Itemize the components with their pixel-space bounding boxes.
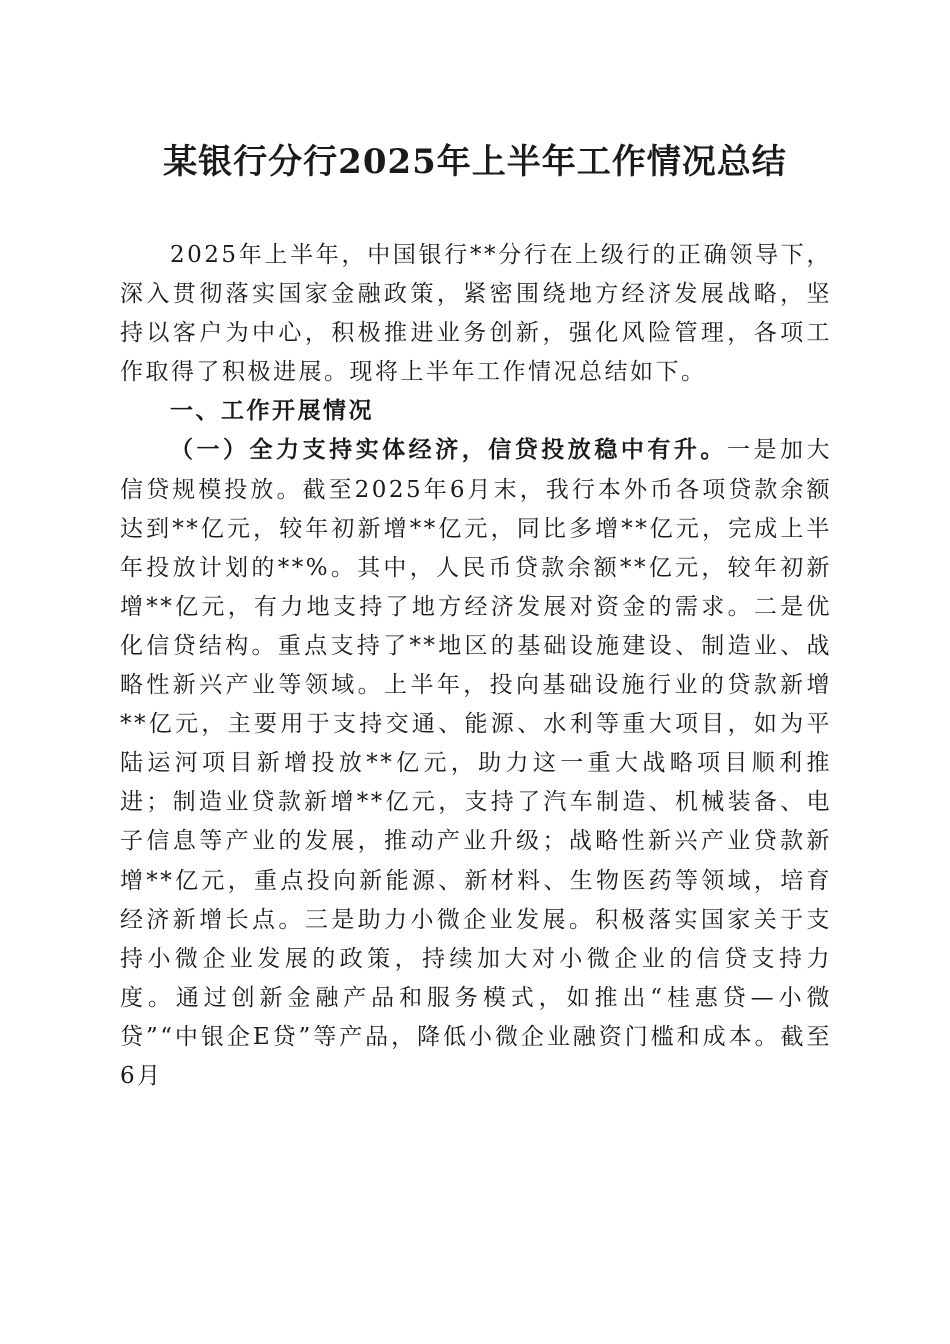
subsection-paragraph [120,431,832,1096]
section-heading: 一、工作开展情况 [170,398,374,425]
document-body [120,236,832,1096]
intro-paragraph: 2025年上半年，中国银行**分行在上级行的正确领导下，深入贯彻落实国家金融政策，紧密围绕地方经济发展战略，坚持以客户为中心，积极推进业务创新，强化风险管理，各项工作取得了积极进展。现将上半年工作情况总结如下。 [120,242,832,386]
subsection-heading: （一）全力支持实体经济，信贷投放稳中有升。 [170,437,727,464]
document-title: 某银行分行2025年上半年工作情况总结 [163,142,787,182]
subsection-body: 一是加大信贷规模投放。截至2025年6月末，我行本外币各项贷款余额达到**亿元，较年初新增**亿元，同比多增**亿元，完成上半年投放计划的**%。其中，人民币贷款余额**亿元，较年初新增**亿元，有力地支持了地方经济发展对资金的需求。二是优化信贷结构。重点支持了**地区的基础设施建设、制造业、战略性新兴产业等领域。上半年，投向基础设施行业的贷款新增**亿元，主要用于支持交通、能源、水利等重大项目，如为平陆运河项目新增投放**亿元，助力这一重大战略项目顺利推进；制造业贷款新增**亿元，支持了汽车制造、机械装备、电子信息等产业的发展，推动产业升级；战略性新兴产业贷款新增**亿元，重点投向新能源、新材料、生物医药等领域，培育经济新增长点。三是助力小微企业发展。积极落实国家关于支持小微企业发展的政策，持续加大对小微企业的信贷支持力度。通过创新金融产品和服务模式，如推出“桂惠贷—小微贷”“中银企E贷”等产品，降低小微企业融资门槛和成本。截至6月 [120,437,833,1089]
